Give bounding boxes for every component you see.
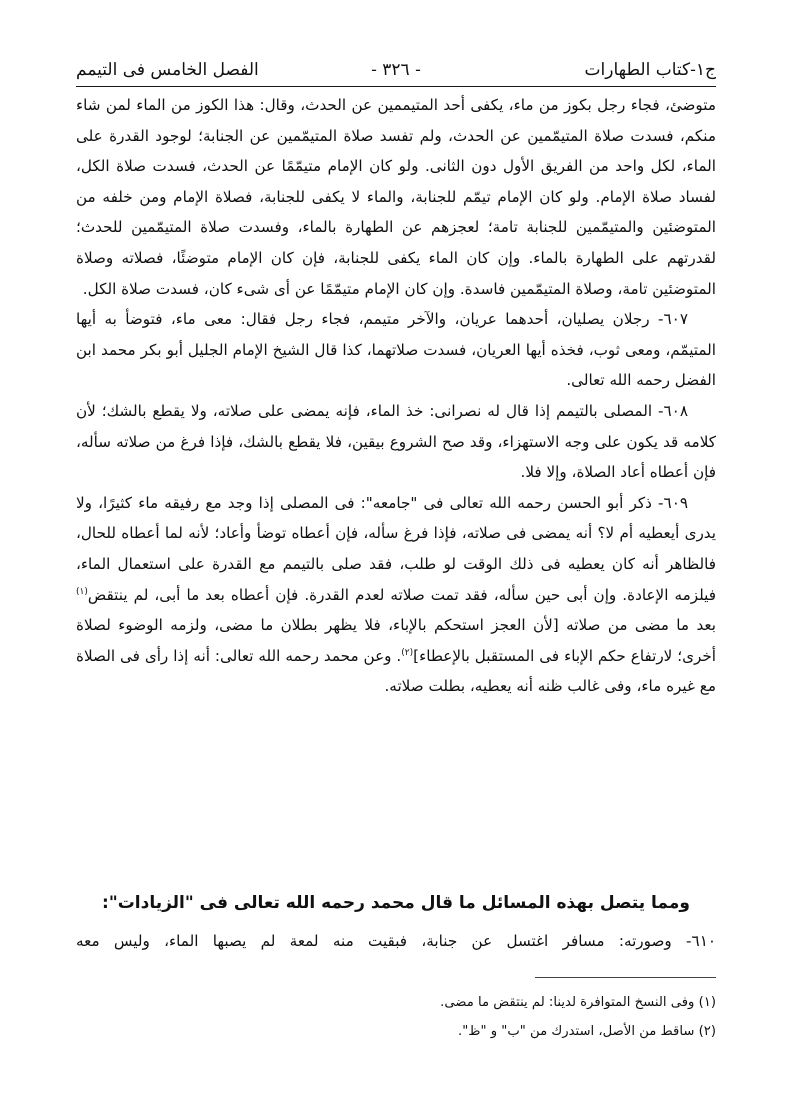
- footnote-text: وفى النسخ المتوافرة لدينا: لم ينتقض ما مضى.: [440, 995, 695, 1010]
- header-volume-book: ج١-كتاب الطهارات: [584, 60, 716, 80]
- footnote-reference-1[interactable]: (١): [76, 586, 88, 597]
- issue-number: ٦٠٩: [663, 493, 689, 512]
- paragraph-continuation: [76, 90, 716, 304]
- running-header: [76, 56, 716, 87]
- main-text: [76, 90, 716, 702]
- footnote-2: [76, 1017, 716, 1046]
- section-heading: ومما يتصل بهذه المسائل ما قال محمد رحمه الله تعالى فى "الزيادات":: [102, 893, 690, 913]
- issue-number: ٦٠٨: [663, 401, 688, 420]
- paragraph-text: متوضئ، فجاء رجل بكوز من ماء، يكفى أحد المتيممين عن الحدث، وقال: هذا الكوز من الماء لمن شاء منكم، فسدت صلاة المتيمّمين عن الحدث، ولم تفسد صلاة المتيمّمين عن الجنابة؛ لوجود القدرة على الماء، لكل واحد من الفريق الأول دون الثانى. ولو كان الإمام متيمّمًا عن الحدث، فسدت صلاة الكل، لفساد صلاة الإمام. ولو كان الإمام تيمّم للجنابة، والماء لا يكفى للجنابة، فصلاة الإمام ومن خلفه من المتوضئين والمتيمّمين للجنابة تامة؛ لعجزهم عن الطهارة بالماء، وفسدت صلاة المتيمّمين للحدث؛ لقدرتهم على الطهارة بالماء. وإن كان الماء يكفى للجنابة، فإن كان الإمام متوضئًا، فصلاته وصلاة المتوضئين تامة، وصلاة المتيمّمين فاسدة. وإن كان الإمام متيمّمًا عن أى شىء كان، فسدت صلاة الكل.: [76, 96, 716, 298]
- paragraph-609: [76, 488, 716, 702]
- header-page-number: - ٣٢٦ -: [371, 60, 421, 80]
- footnote-separator: [535, 977, 716, 978]
- paragraph-610: [76, 926, 716, 957]
- paragraph-text: رجلان يصليان، أحدهما عريان، والآخر متيمم، فجاء رجل فقال: معى ماء، فتوضأ به أيها المتيمّم، ومعى ثوب، فخذه أيها العريان، فسدت صلاتهما، كذا قال الشيخ الإمام الجليل أبو بكر محمد ابن الفضل رحمه الله تعالى.: [76, 310, 716, 390]
- number-dash: -: [671, 932, 692, 950]
- header-chapter-title: الفصل الخامس فى التيمم: [76, 60, 259, 80]
- paragraph-text: ذكر أبو الحسن رحمه الله تعالى فى "جامعه": فى المصلى إذا وجد مع رفيقه ماء كثيرًا، ولا يدرى أيعطيه أم لا؟ أنه يمضى فى صلاته، فإذا فرغ سأله، فإن أعطاه توضأ وأعاد؛ لأنه لما أعطاه للحال، فالظاهر أنه كان يعطيه فى ذلك الوقت لو طلب، فقد صلى بالتيمم مع القدرة على استعمال الماء، فيلزمه الإعادة. وإن أبى حين سأله، فقد تمت صلاته لعدم القدرة. فإن أعطاه بعد ما أبى، لم ينتقض: [76, 493, 716, 604]
- issue-number: ٦٠٧: [663, 310, 688, 329]
- paragraph-608: [76, 396, 716, 488]
- footnote-text: ساقط من الأصل، استدرك من "ب" و "ظ".: [458, 1024, 695, 1039]
- footnote-marker: (٢): [698, 1024, 716, 1039]
- number-dash: -: [649, 310, 664, 329]
- number-dash: -: [652, 401, 664, 420]
- number-dash: -: [651, 493, 664, 512]
- paragraph-text: . وعن محمد رحمه الله تعالى: أنه إذا رأى فى الصلاة مع غيره ماء، وفى غالب ظنه أنه يعطيه، بطلت صلاته.: [76, 646, 716, 696]
- footnote-reference-2[interactable]: (٢): [401, 647, 414, 658]
- issue-number: ٦١٠: [691, 932, 717, 950]
- footnote-marker: (١): [698, 995, 716, 1010]
- paragraph-text: المصلى بالتيمم إذا قال له نصرانى: خذ الماء، فإنه يمضى على صلاته، ولا يقطع بالشك؛ لأن كلامه قد يكون على وجه الاستهزاء، وقد صح الشروع بيقين، فلا يقطع بالشك، فإذا فرغ من صلاته سأله، فإن أعطاه أعاد الصلاة، وإلا فلا.: [76, 401, 716, 482]
- footnote-1: [76, 988, 716, 1017]
- footnotes: [76, 988, 716, 1046]
- paragraph-text: وصورته: مسافر اغتسل عن جنابة، فبقيت منه لمعة لم يصبها الماء، وليس معه: [76, 932, 672, 950]
- paragraph-607: [76, 304, 716, 396]
- paragraph-text: بعد ما مضى من صلاته [لأن العجز استحكم بالإباء، فلا يظهر بطلان ما مضى، ولزمه الوضوء لصلاة أخرى؛ لارتفاع حكم الإباء فى المستقبل بالإعطاء]: [76, 616, 716, 665]
